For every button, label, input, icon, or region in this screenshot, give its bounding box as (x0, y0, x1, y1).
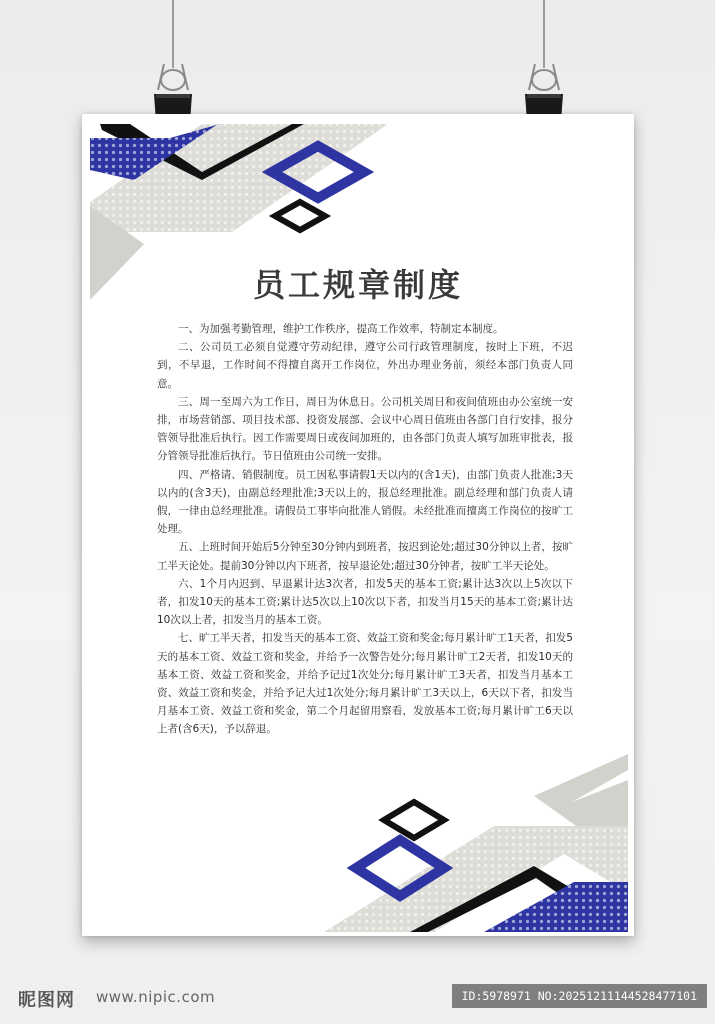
page-title: 员工规章制度 (252, 266, 463, 304)
watermark-url[interactable]: www.nipic.com (96, 988, 216, 1006)
paragraph-5: 五、上班时间开始后5分钟至30分钟内到班者，按迟到论处;超过30分钟以上者，按旷工半天论处。提前30分钟以内下班者，按早退论处;超过30分钟者，按旷工半天论处。 (157, 541, 573, 572)
paragraph-3: 三、周一至周六为工作日，周日为休息日。公司机关周日和夜间值班由办公室统一安排，市场营销部、项目技术部、投资发展部、会议中心周日值班由各部门自行安排，报分管领导批准后执行。因工作需要周日或夜间加班的，由各部门负责人填写加班审批表，报分管领导批准后执行。节日值班由公司统一安排。 (157, 395, 573, 463)
paragraph-4: 四、严格请、销假制度。员工因私事请假1天以内的(含1天)，由部门负责人批准;3天以内的(含3天)，由副总经理批准;3天以上的，报总经理批准。副总经理和部门负责人请假，一律由总经理批准。请假员工事毕向批准人销假。未经批准而擅离工作岗位的按旷工处理。 (157, 468, 573, 536)
hanger-wire-left (172, 0, 174, 68)
paragraph-6: 六、1个月内迟到、早退累计达3次者，扣发5天的基本工资;累计达3次以上5次以下者，扣发10天的基本工资;累计达5次以上10次以下者，扣发当月15天的基本工资;累计达10次以上者，扣发当月的基本工资。 (157, 577, 573, 627)
paragraph-1: 一、为加强考勤管理，维护工作秩序，提高工作效率，特制定本制度。 (178, 323, 504, 335)
paragraph-2: 二、公司员工必须自觉遵守劳动纪律，遵守公司行政管理制度，按时上下班，不迟到，不早退，工作时间不得擅自离开工作岗位，外出办理业务前，须经本部门负责人同意。 (157, 341, 573, 390)
watermark-id: ID:5978971 NO:20251211144528477101 (452, 984, 707, 1008)
regulation-body (157, 320, 573, 739)
poster (82, 114, 634, 936)
paragraph-7: 七、旷工半天者，扣发当天的基本工资、效益工资和奖金;每月累计旷工1天者，扣发5天的基本工资、效益工资和奖金，并给予一次警告处分;每月累计旷工2天者，扣发10天的基本工资、效益工资和奖金，并给予记过1次处分;每月累计旷工3天者，扣发当月基本工资、效益工资和奖金，并给予记大过1次处分;每月累计旷工3天以上，6天以下者，扣发当月基本工资、效益工资和奖金，第二个月起留用察看，发放基本工资;每月累计旷工6天以上者(含6天)，予以辞退。 (157, 632, 573, 736)
watermark-logo: 昵图网 (18, 990, 75, 1011)
hanger-wire-right (543, 0, 545, 68)
bottom-right-decoration (314, 750, 634, 936)
watermark-bar (0, 980, 715, 1016)
